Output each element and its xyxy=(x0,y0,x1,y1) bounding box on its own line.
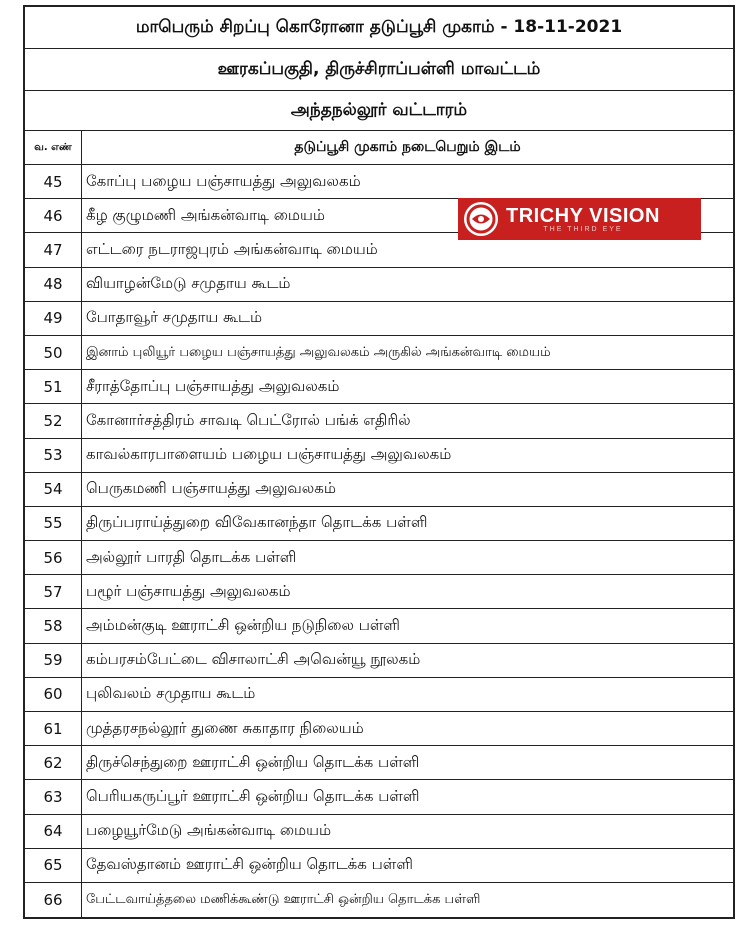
camp-location: அல்லூர் பாரதி தொடக்க பள்ளி xyxy=(86,547,297,566)
serial-column-header: வ. எண் xyxy=(25,131,82,164)
camp-location: பழூர் பஞ்சாயத்து அலுவலகம் xyxy=(86,581,291,600)
camp-location: கோப்பு பழைய பஞ்சாயத்து அலுவலகம் xyxy=(86,171,361,190)
serial-number: 46 xyxy=(25,199,82,232)
serial-number: 64 xyxy=(25,815,82,848)
camp-location: திருச்செந்துறை ஊராட்சி ஒன்றிய தொடக்க பள்ளி xyxy=(86,752,420,771)
table-row xyxy=(25,644,733,678)
table-header xyxy=(25,131,733,165)
serial-number: 47 xyxy=(25,233,82,266)
watermark-tagline: THE THIRD EYE xyxy=(543,225,623,233)
serial-number: 62 xyxy=(25,746,82,779)
camp-location: போதாவூர் சமுதாய கூடம் xyxy=(86,308,263,327)
table-row xyxy=(25,575,733,609)
camp-location: கீழ குழுமணி அங்கன்வாடி மையம் xyxy=(86,205,325,224)
trichy-vision-watermark xyxy=(458,198,701,240)
serial-number: 61 xyxy=(25,712,82,745)
serial-number: 52 xyxy=(25,404,82,437)
serial-number: 53 xyxy=(25,439,82,472)
table-row xyxy=(25,541,733,575)
table-row xyxy=(25,883,733,917)
table-row xyxy=(25,815,733,849)
serial-number: 49 xyxy=(25,302,82,335)
camp-location: பழையூர்மேடு அங்கன்வாடி மையம் xyxy=(86,821,332,840)
camp-location: புலிவலம் சமுதாய கூடம் xyxy=(86,684,256,703)
page-title: மாபெரும் சிறப்பு கொரோனா தடுப்பூசி முகாம் - 18-11-2021 xyxy=(25,7,733,49)
table-row xyxy=(25,370,733,404)
serial-number: 54 xyxy=(25,473,82,506)
camp-location: முத்தரசநல்லூர் துணை சுகாதார நிலையம் xyxy=(86,718,364,737)
table-body xyxy=(25,165,733,917)
camp-location: இனாம் புலியூர் பழைய பஞ்சாயத்து அலுவலகம் அருகில் அங்கன்வாடி மையம் xyxy=(86,344,551,360)
eye-logo-icon xyxy=(464,202,498,236)
serial-number: 58 xyxy=(25,609,82,642)
watermark-title: TRICHY VISION xyxy=(506,204,660,227)
table-row xyxy=(25,678,733,712)
serial-number: 56 xyxy=(25,541,82,574)
table-row xyxy=(25,336,733,370)
camp-location: கோனார்சத்திரம் சாவடி பெட்ரோல் பங்க் எதிரில் xyxy=(86,410,411,429)
table-row xyxy=(25,165,733,199)
camp-location: எட்டரை நடராஜபுரம் அங்கன்வாடி மையம் xyxy=(86,239,378,258)
table-row xyxy=(25,780,733,814)
camp-location: சீராத்தோப்பு பஞ்சாயத்து அலுவலகம் xyxy=(86,376,340,395)
table-row xyxy=(25,439,733,473)
camp-location: தேவஸ்தானம் ஊராட்சி ஒன்றிய தொடக்க பள்ளி xyxy=(86,855,413,874)
serial-number: 55 xyxy=(25,507,82,540)
table-row xyxy=(25,849,733,883)
camp-location: திருப்பராய்த்துறை விவேகானந்தா தொடக்க பள்ளி xyxy=(86,513,428,532)
camp-location: காவல்காரபாளையம் பழைய பஞ்சாயத்து அலுவலகம் xyxy=(86,445,452,464)
serial-number: 48 xyxy=(25,268,82,301)
serial-number: 51 xyxy=(25,370,82,403)
serial-number: 66 xyxy=(25,883,82,917)
serial-number: 60 xyxy=(25,678,82,711)
table-row xyxy=(25,302,733,336)
place-column-header: தடுப்பூசி முகாம் நடைபெறும் இடம் xyxy=(294,138,521,155)
table-row xyxy=(25,473,733,507)
camp-table xyxy=(23,5,735,919)
table-row xyxy=(25,746,733,780)
table-row xyxy=(25,507,733,541)
table-row xyxy=(25,404,733,438)
camp-location: பெருகமணி பஞ்சாயத்து அலுவலகம் xyxy=(86,479,336,498)
serial-number: 45 xyxy=(25,165,82,198)
serial-number: 65 xyxy=(25,849,82,882)
camp-location: வியாழன்மேடு சமுதாய கூடம் xyxy=(86,274,291,293)
camp-location: கம்பரசம்பேட்டை விசாலாட்சி அவென்யூ நூலகம் xyxy=(86,650,421,669)
district-heading: ஊரகப்பகுதி, திருச்சிராப்பள்ளி மாவட்டம் xyxy=(25,49,733,91)
table-row xyxy=(25,268,733,302)
serial-number: 57 xyxy=(25,575,82,608)
table-row xyxy=(25,609,733,643)
serial-number: 63 xyxy=(25,780,82,813)
serial-number: 59 xyxy=(25,644,82,677)
serial-number: 50 xyxy=(25,336,82,369)
block-heading: அந்தநல்லூர் வட்டாரம் xyxy=(25,91,733,131)
camp-location: அம்மன்குடி ஊராட்சி ஒன்றிய நடுநிலை பள்ளி xyxy=(86,616,401,635)
camp-location: பெரியகருப்பூர் ஊராட்சி ஒன்றிய தொடக்க பள்ளி xyxy=(86,786,420,805)
camp-location: பேட்டவாய்த்தலை மணிக்கூண்டு ஊராட்சி ஒன்றிய தொடக்க பள்ளி xyxy=(86,892,481,908)
table-row xyxy=(25,712,733,746)
